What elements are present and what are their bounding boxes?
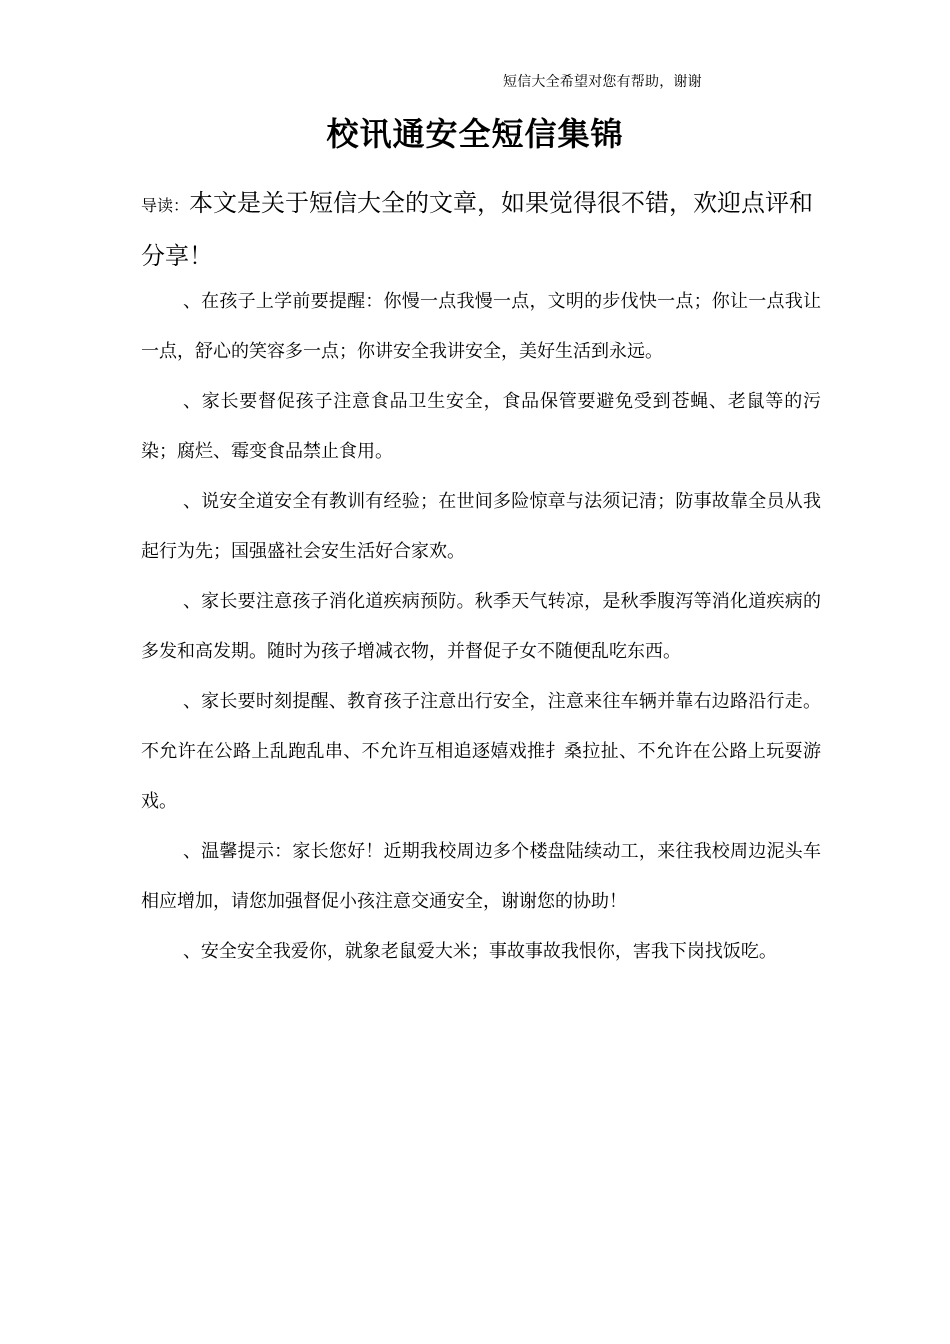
- header-note: 短信大全希望对您有帮助，谢谢: [503, 74, 702, 90]
- paragraph: 、家长要督促孩子注意食品卫生安全，食品保管要避免受到苍蝇、老鼠等的污染；腐烂、霉变食品禁止食用。: [141, 391, 821, 462]
- paragraph: 、安全安全我爱你，就象老鼠爱大米；事故事故我恨你，害我下岗找饭吃。: [182, 941, 777, 962]
- intro-text: 本文是关于短信大全的文章，如果觉得很不错，欢迎点评和分享！: [141, 189, 814, 270]
- intro: [141, 178, 821, 281]
- paragraph: 、家长要时刻提醒、教育孩子注意出行安全，注意来往车辆并靠右边路沿行走。不允许在公路上乱跑乱串、不允许互相追逐嬉戏推扌桑拉扯、不允许在公路上玩耍游戏。: [141, 691, 821, 812]
- document-body: [141, 277, 821, 977]
- paragraph: 、家长要注意孩子消化道疾病预防。秋季天气转凉，是秋季腹泻等消化道疾病的多发和高发期。随时为孩子增减衣物，并督促子女不随便乱吃东西。: [141, 591, 821, 662]
- intro-label: 导读：: [141, 196, 190, 215]
- paragraph: 、说安全道安全有教训有经验；在世间多险惊章与法须记清；防事故靠全员从我起行为先；国强盛社会安生活好合家欢。: [141, 491, 821, 562]
- paragraph: 、温馨提示：家长您好！近期我校周边多个楼盘陆续动工，来往我校周边泥头车相应增加，请您加强督促小孩注意交通安全，谢谢您的协助！: [141, 841, 821, 912]
- document-title: 校讯通安全短信集锦: [326, 115, 624, 153]
- paragraph: 、在孩子上学前要提醒：你慢一点我慢一点，文明的步伐快一点；你让一点我让一点，舒心的笑容多一点；你讲安全我讲安全，美好生活到永远。: [141, 291, 821, 362]
